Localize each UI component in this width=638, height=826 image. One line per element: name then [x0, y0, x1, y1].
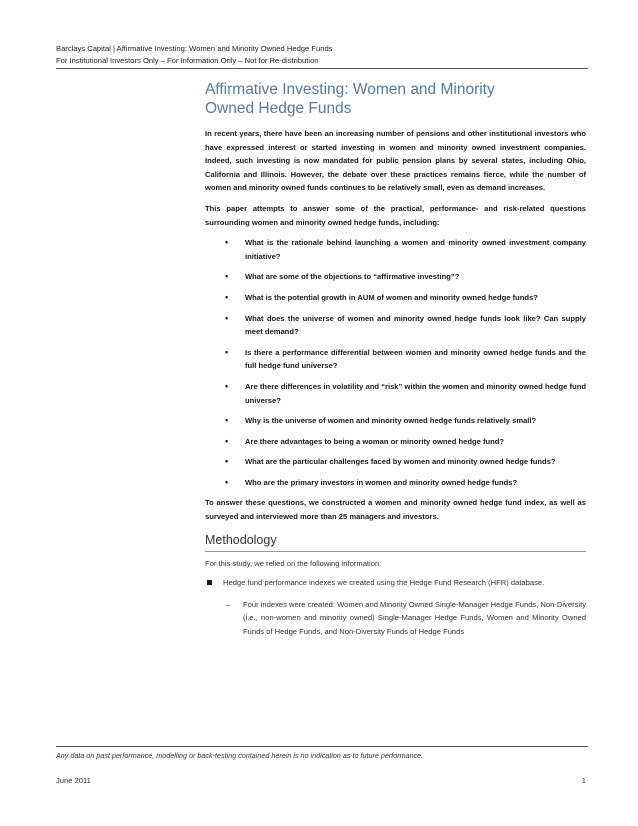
footer-disclaimer: Any data on past performance, modelling or back-testing contained herein is no indication as to future performance. [56, 751, 424, 760]
footer-date: June 2011 [56, 776, 91, 785]
footer-divider [56, 746, 588, 747]
question-text: What are some of the objections to “affirmative investing”? [245, 272, 460, 282]
methodology-subitem-text: Four indexes were created: Women and Minority Owned Single-Manager Hedge Funds, Non-Diversity (i.e., non-women and minority owned) Single-Manager Hedge Funds, Women and Minority Owned Funds of Hedge Funds, and Non-Diversity Funds of Hedge Funds [243, 599, 587, 637]
bullet-icon: • [225, 476, 229, 487]
question-item [205, 455, 586, 469]
question-text: What is the potential growth in AUM of women and minority owned hedge funds? [245, 292, 538, 302]
bullet-icon: • [225, 291, 229, 302]
bullet-icon: • [225, 346, 229, 357]
question-item [205, 270, 586, 284]
methodology-list-item [205, 576, 586, 590]
header-line-2: For Institutional Investors Only – For Information Only – Not for Re-distribution [56, 55, 319, 65]
main-content [205, 80, 586, 639]
question-item [205, 414, 586, 428]
header-divider [56, 68, 588, 69]
methodology-divider [205, 551, 586, 552]
question-text: What does the universe of women and minority owned hedge funds look like? Can supply meet demand? [245, 313, 586, 337]
question-item [205, 291, 586, 305]
closing-paragraph: To answer these questions, we constructed a women and minority owned hedge fund index, as well as surveyed and interviewed more than 25 managers and investors. [205, 498, 586, 522]
question-text: What is the rationale behind launching a women and minority owned investment company initiative? [245, 238, 586, 261]
title-line-2: Owned Hedge Funds [205, 100, 352, 117]
running-header [56, 43, 588, 66]
question-item [205, 435, 586, 449]
bullet-icon: • [225, 380, 229, 391]
question-item [205, 380, 586, 407]
methodology-sub-item [205, 598, 586, 639]
question-item [205, 476, 586, 490]
intro-paragraph-1: In recent years, there have been an increasing number of pensions and other institutional investors who have expressed interest or started investing in women and minority owned investment companies. Indeed, such investing is now mandated for public pension plans by several states, including Ohio, California and Illinois. However, the debate over these practices remains fierce, while the number of women and minority owned funds continues to be relatively small, even as demand increases. [205, 129, 586, 193]
methodology-intro: For this study, we relied on the following information: [205, 558, 382, 568]
questions-list [205, 236, 586, 489]
methodology-item-text: Hedge fund performance indexes we created using the Hedge Fund Research (HFR) database. [223, 578, 545, 588]
square-bullet-icon [207, 580, 212, 585]
bullet-icon: • [225, 237, 229, 248]
question-text: Who are the primary investors in women and minority owned hedge funds? [245, 477, 518, 487]
question-text: Is there a performance differential between women and minority owned hedge funds and the full hedge fund universe? [245, 347, 586, 371]
question-item [205, 346, 586, 373]
intro-paragraph-2: This paper attempts to answer some of the practical, performance- and risk-related questions surrounding women and minority owned hedge funds, including: [205, 203, 586, 227]
question-text: Are there advantages to being a woman or minority owned hedge fund? [245, 436, 505, 446]
bullet-icon: • [225, 456, 229, 467]
question-item [205, 236, 586, 263]
question-item [205, 312, 586, 339]
dash-bullet-icon: – [226, 599, 231, 609]
question-text: Are there differences in volatility and “risk” within the women and minority owned hedge fund universe? [245, 381, 586, 405]
methodology-heading: Methodology [205, 532, 277, 547]
bullet-icon: • [225, 312, 229, 323]
page-title [205, 80, 586, 118]
title-line-1: Affirmative Investing: Women and Minority [205, 81, 495, 98]
question-text: Why is the universe of women and minority owned hedge funds relatively small? [245, 416, 537, 426]
bullet-icon: • [225, 415, 229, 426]
bullet-icon: • [225, 271, 229, 282]
question-text: What are the particular challenges faced by women and minority owned hedge funds? [245, 457, 556, 467]
header-line-1: Barclays Capital | Affirmative Investing: Women and Minority Owned Hedge Funds [56, 44, 333, 53]
bullet-icon: • [225, 435, 229, 446]
page-number: 1 [581, 776, 586, 785]
